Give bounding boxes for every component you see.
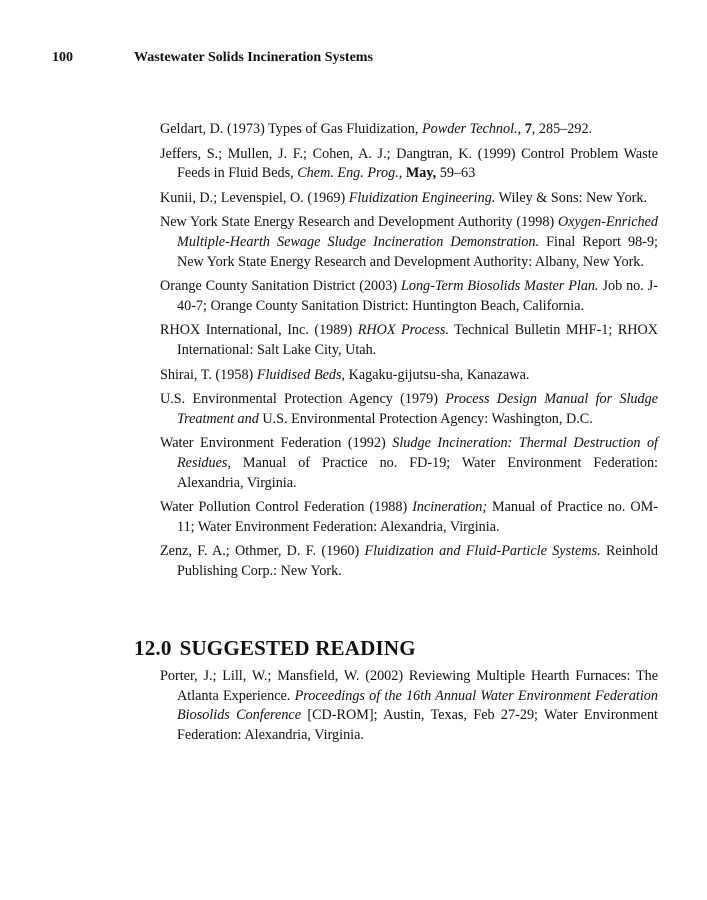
ref-text: Manual of Practice no. FD-19; Water Environment Federation: Alexandria, Virginia. — [177, 454, 658, 491]
ref-text: Kunii, D.; Levenspiel, O. (1969) — [160, 189, 349, 206]
ref-text: Shirai, T. (1958) — [160, 366, 257, 383]
section-number: 12.0 — [134, 636, 172, 660]
ref-italic: Proceedings of the 16th Annual Water Environment Federation Biosolids Conference — [177, 687, 658, 724]
ref-text: U.S. Environmental Protection Agency (1979) — [160, 391, 446, 408]
ref-text: Manual of Practice no. OM-11; Water Environment Federation: Alexandria, Virginia. — [177, 499, 658, 535]
ref-text: 59–63 — [436, 165, 476, 182]
ref-text: RHOX International, Inc. (1989) — [160, 322, 358, 339]
ref-italic: Chem. Eng. Prog. — [297, 165, 399, 182]
ref-italic: Incineration; — [412, 499, 488, 516]
section-title — [134, 636, 674, 661]
reference-item — [160, 145, 658, 184]
section-title-text: SUGGESTED READING — [179, 636, 416, 660]
ref-italic: Long-Term Biosolids Master Plan. — [400, 278, 599, 295]
ref-bold: 7 — [524, 121, 532, 137]
reference-item — [160, 498, 658, 537]
ref-text: [CD-ROM]; Austin, Texas, Feb 27-29; Water Environment Federation: Alexandria, Virginia. — [177, 707, 658, 743]
suggested-reading-list — [160, 667, 658, 750]
ref-text: Jeffers, S.; Mullen, J. F.; Cohen, A. J.; Dangtran, K. (1999) Control Problem Waste Feeds in Fluid Beds, — [160, 145, 658, 182]
ref-text: Orange County Sanitation District (2003) — [160, 278, 401, 295]
ref-text: Reinhold Publishing Corp.: New York. — [177, 543, 658, 579]
reference-item — [160, 189, 658, 209]
ref-bold: May, — [405, 165, 437, 182]
ref-text: Kagaku-gijutsu-sha, Kanazawa. — [345, 366, 530, 383]
ref-text: Job no. J-40-7; Orange County Sanitation District: Huntington Beach, California. — [177, 278, 658, 314]
page-number: 100 — [52, 50, 73, 65]
ref-text: , 285–292. — [531, 121, 593, 137]
ref-italic: Fluidised Beds, — [256, 366, 346, 383]
ref-italic: Fluidization Engineering. — [348, 189, 496, 206]
reference-item — [160, 120, 658, 140]
ref-italic: RHOX Process. — [357, 322, 449, 339]
reference-item — [160, 542, 658, 581]
ref-text: , — [398, 165, 406, 182]
reference-item — [160, 667, 658, 745]
reference-item — [160, 366, 658, 386]
reference-list — [160, 120, 658, 586]
running-title: Wastewater Solids Incineration Systems — [134, 50, 373, 65]
ref-text: Final Report 98-9; New York State Energy Research and Development Authority: Albany, New York. — [177, 233, 658, 270]
page-header — [0, 50, 707, 70]
ref-text: Geldart, D. (1973) Types of Gas Fluidization, — [160, 121, 422, 137]
ref-italic: Oxygen-Enriched Multiple-Hearth Sewage Sludge Incineration Demonstration. — [177, 214, 658, 250]
reference-item — [160, 390, 658, 429]
reference-item — [160, 434, 658, 493]
ref-text: Wiley & Sons: New York. — [495, 189, 648, 206]
section-heading — [134, 636, 674, 661]
ref-text: Porter, J.; Lill, W.; Mansfield, W. (2002) Reviewing Multiple Hearth Furnaces: The Atlanta Experience. — [160, 668, 658, 704]
ref-italic: Powder Technol. — [421, 121, 518, 137]
ref-text: , — [517, 121, 525, 137]
ref-italic: Sludge Incineration: Thermal Destruction of Residues, — [177, 435, 658, 471]
reference-item — [160, 321, 658, 360]
ref-text: New York State Energy Research and Development Authority (1998) — [160, 214, 558, 231]
ref-italic: Process Design Manual for Sludge Treatment and — [177, 391, 659, 427]
ref-text: Technical Bulletin MHF-1; RHOX International: Salt Lake City, Utah. — [177, 322, 659, 358]
reference-item — [160, 277, 658, 316]
reference-item — [160, 213, 658, 272]
ref-italic: Fluidization and Fluid-Particle Systems. — [364, 543, 601, 560]
ref-text: U.S. Environmental Protection Agency: Washington, D.C. — [258, 410, 593, 427]
ref-text: Water Environment Federation (1992) — [160, 435, 393, 452]
ref-text: Water Pollution Control Federation (1988) — [160, 499, 413, 516]
ref-text: Zenz, F. A.; Othmer, D. F. (1960) — [160, 543, 365, 560]
